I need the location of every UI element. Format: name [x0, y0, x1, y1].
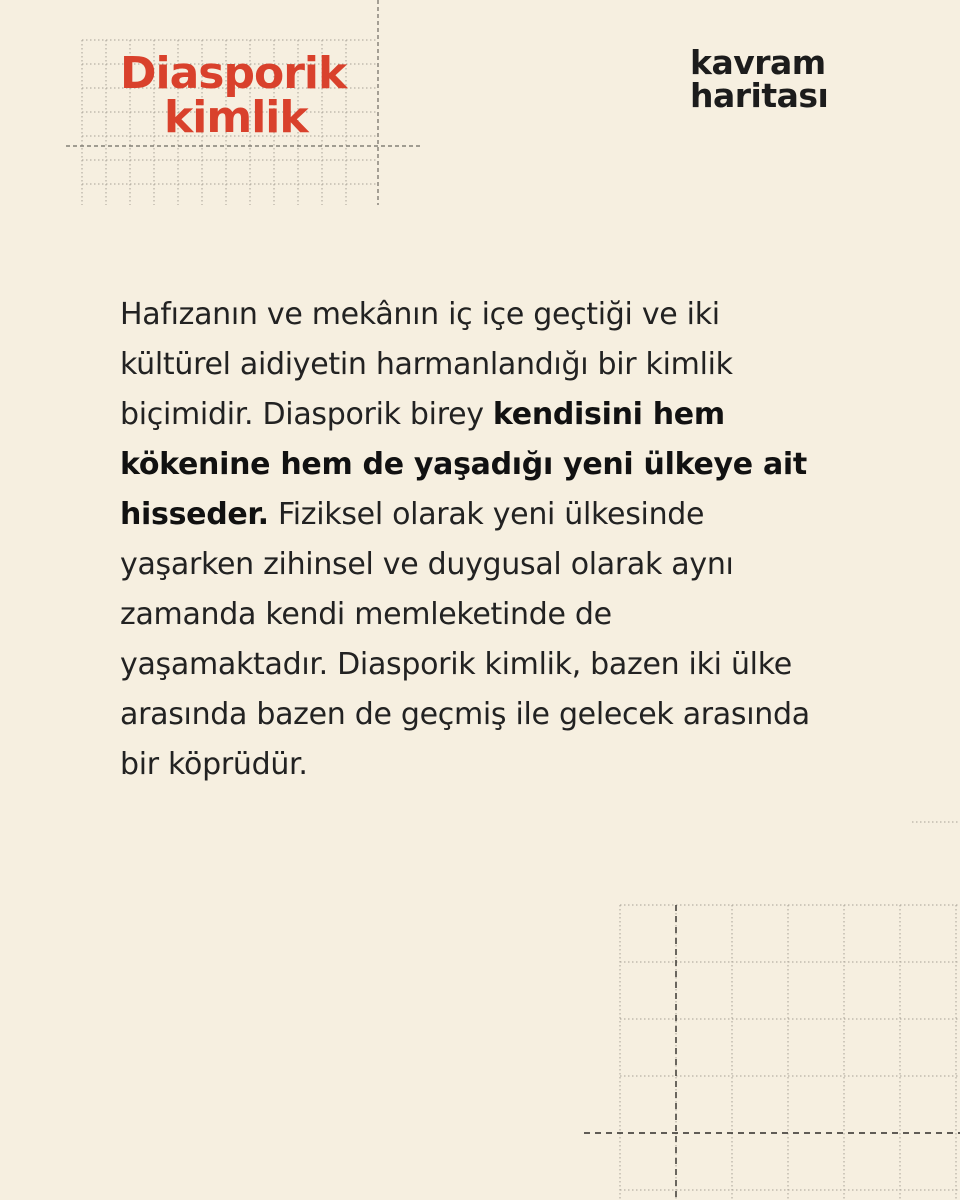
brand-line-1: kavram — [690, 43, 826, 82]
brand-line-2: haritası — [690, 76, 829, 115]
definition-rest: Fiziksel olarak yeni ülkesinde yaşarken zihinsel ve duygusal olarak aynı zamanda kendi memleketinde de yaşamaktadır. Diasporik kimlik, bazen iki ülke arasında bazen de geçmiş ile gelecek arasında bir köprüdür. — [120, 497, 810, 782]
definition-paragraph — [120, 290, 820, 790]
decorative-grid-bottom-right — [560, 800, 960, 1200]
page-title — [120, 48, 347, 143]
title-line-1: Diasporik — [120, 48, 347, 99]
title-line-2: kimlik — [164, 92, 308, 143]
definition-intro: Hafızanın ve mekânın iç içe geçtiği ve iki kültürel aidiyetin harmanlandığı bir kimlik biçimidir. Diasporik birey — [120, 297, 733, 432]
brand-logo — [690, 43, 829, 115]
definition-emphasis: kendisini hem kökenine hem de yaşadığı yeni ülkeye ait hisseder. — [120, 397, 807, 532]
